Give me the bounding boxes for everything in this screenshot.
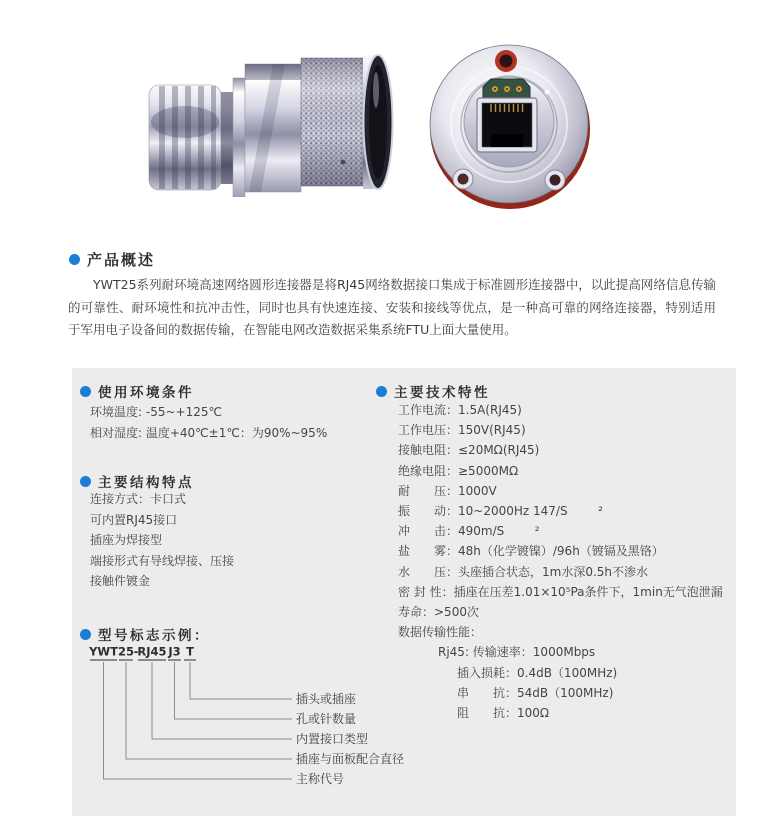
blue-bullet-icon: [80, 476, 91, 487]
model-title: 型号标志示例：: [98, 628, 210, 644]
diagram-lines: [104, 662, 293, 779]
structure-item: 连接方式：卡口式: [90, 492, 187, 506]
receptacle-photo: [425, 42, 593, 210]
spec-row: 工作电压：150V(RJ45): [398, 423, 526, 438]
structure-item: 端接形式有导线焊接、压接: [90, 553, 235, 568]
structure-items: [90, 489, 234, 592]
spec-sub-row: 阻 抗：100Ω: [457, 706, 550, 721]
blue-bullet-icon: [376, 386, 387, 397]
spec-row: 冲 击：490m/S ²: [398, 524, 540, 539]
model-code-segment: J3: [168, 644, 181, 659]
overview-paragraph: YWT25系列耐环境高速网络圆形连接器是将RJ45网络数据接口集成于标准圆形连接器中，以此提高网络信息传输的可靠性、耐环境性和抗冲击性，同时也具有快速连接、安装和接线等优点，是一种高可靠的网络连接器，特别适用于军用电子设备间的数据传输，在智能电网改造数据采集系统FTU上面大量使用。: [68, 277, 716, 337]
spec-rows: [398, 400, 728, 723]
env-item: 环境温度: -55~+125℃: [90, 405, 222, 419]
env-item: 相对湿度: 温度+40℃±1℃：为90%~95%: [90, 426, 328, 440]
model-label: 孔或针数量: [296, 712, 357, 726]
model-code-segment: -: [133, 644, 139, 659]
blue-bullet-icon: [80, 386, 91, 397]
model-label: 主称代号: [296, 772, 345, 786]
specs-title: 主要技术特性: [394, 385, 490, 401]
spec-sub-row: 插入损耗：0.4dB（100MHz): [457, 665, 618, 680]
spec-row: 数据传输性能：: [398, 625, 483, 640]
plug-connector-photo: [145, 52, 395, 197]
environment-section-header: [80, 381, 194, 401]
overview-title: 产品概述: [87, 251, 156, 269]
model-code-segment: 25: [117, 644, 135, 659]
model-label: 插头或插座: [296, 692, 357, 706]
model-label: 插座与面板配合直径: [296, 752, 405, 766]
structure-title: 主要结构特点: [98, 475, 194, 491]
spec-row: 盐 雾：48h（化学镀镍）/96h（镀镉及黑铬）: [398, 544, 664, 559]
spec-sub-row: 串 抗：54dB（100MHz): [457, 685, 614, 700]
blue-bullet-icon: [80, 629, 91, 640]
spec-row: 绝缘电阻：≥5000MΩ: [398, 463, 519, 478]
structure-section-header: [80, 471, 194, 491]
spec-sub-row: Rj45: 传输速率：1000Mbps: [438, 645, 596, 660]
model-label: 内置接口类型: [296, 732, 369, 746]
spec-row: 接触电阻：≤20MΩ(RJ45): [398, 443, 540, 458]
model-code-segment: RJ45: [137, 644, 167, 659]
spec-row: 密 封 性：插座在压差1.01×10⁵Pa条件下，1min无气泡泄漏: [398, 584, 723, 599]
overview-section-header: [69, 249, 155, 270]
structure-item: 可内置RJ45接口: [90, 512, 178, 527]
structure-item: 插座为焊接型: [90, 533, 163, 548]
environment-title: 使用环境条件: [98, 385, 194, 401]
spec-row: 工作电流：1.5A(RJ45): [398, 403, 522, 417]
blue-bullet-icon: [69, 254, 80, 265]
spec-row: 水 压：头座插合状态，1m水深0.5h不渗水: [398, 564, 649, 579]
model-code-segment: YWT: [89, 644, 118, 659]
spec-row: 振 动：10~2000Hz 147/S ²: [398, 504, 603, 519]
structure-item: 接触件镀金: [90, 574, 151, 589]
environment-items: [90, 402, 327, 444]
spec-row: 寿命：>500次: [398, 605, 479, 620]
specs-section-header: [376, 381, 490, 401]
spec-row: 耐 压：1000V: [398, 483, 497, 498]
model-code-diagram: [80, 640, 310, 790]
model-code-segment: T: [186, 644, 194, 659]
